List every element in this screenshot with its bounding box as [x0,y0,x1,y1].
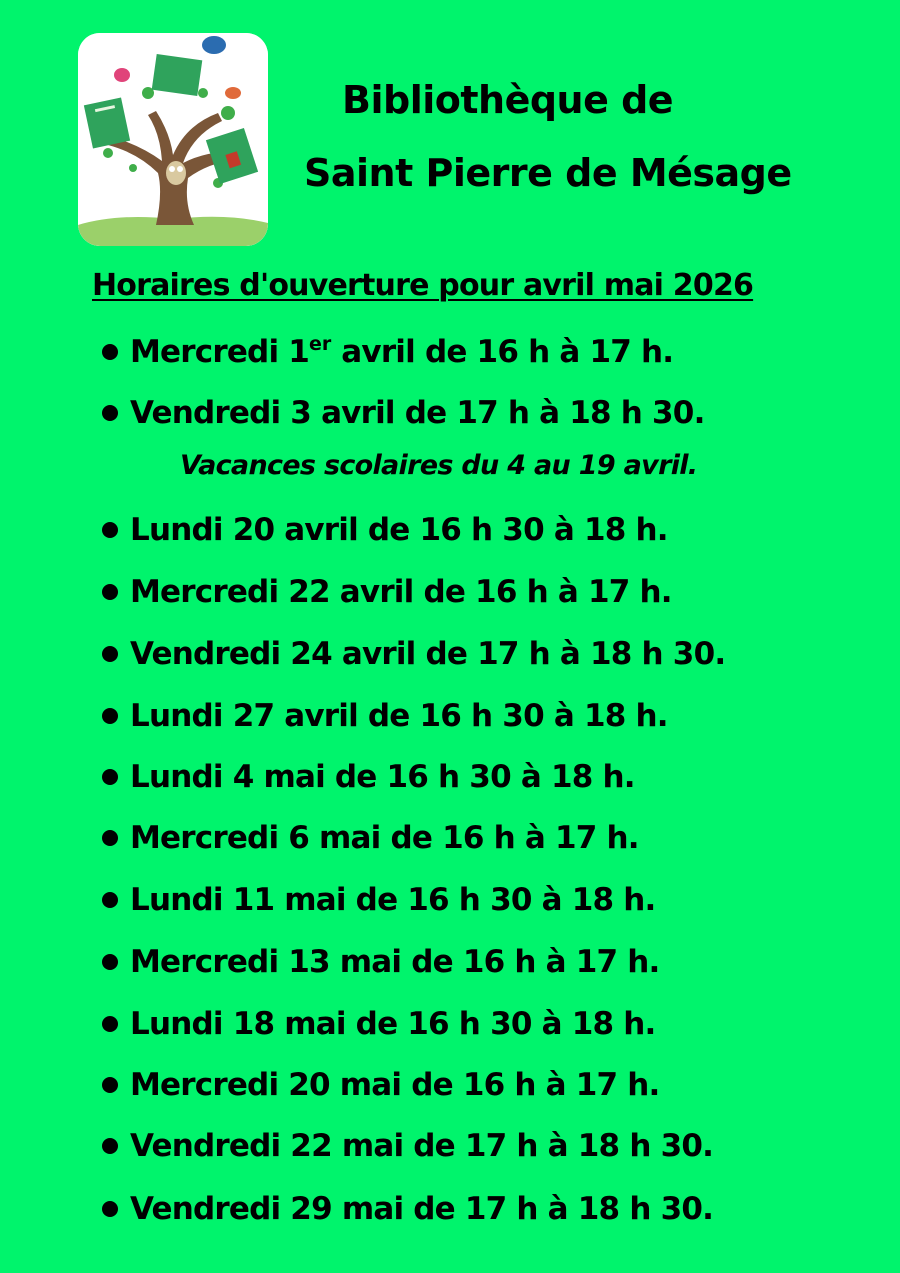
bullet-icon [102,1077,118,1093]
item-text: Lundi 27 avril de 16 h 30 à 18 h. [130,698,668,734]
item-text: Vendredi 29 mai de 17 h à 18 h 30. [130,1191,714,1227]
item-text: Lundi 18 mai de 16 h 30 à 18 h. [130,1006,656,1042]
list-item [102,818,639,858]
list-item [102,510,668,550]
list-item [102,1004,656,1044]
item-text: Mercredi 20 mai de 16 h à 17 h. [130,1067,660,1103]
bullet-icon [102,584,118,600]
bullet-icon [102,1201,118,1217]
list-item [102,1065,660,1105]
opening-hours-heading: Horaires d'ouverture pour avril mai 2026 [92,268,754,303]
bullet-icon [102,1016,118,1032]
list-item [102,696,668,736]
bullet-icon [102,344,118,360]
item-text: Mercredi 1er avril de 16 h à 17 h. [130,333,674,370]
list-item [102,880,656,920]
list-item [102,757,635,797]
library-tree-with-books-logo-icon [78,33,268,246]
list-item [102,942,660,982]
item-text: Mercredi 13 mai de 16 h à 17 h. [130,944,660,980]
bullet-icon [102,892,118,908]
list-item [102,1126,713,1166]
school-holidays-note: Vacances scolaires du 4 au 19 avril. [180,450,698,481]
item-text: Lundi 20 avril de 16 h 30 à 18 h. [130,512,668,548]
item-text: Vendredi 3 avril de 17 h à 18 h 30. [130,395,705,431]
item-text: Lundi 11 mai de 16 h 30 à 18 h. [130,882,656,918]
library-title-line2: Saint Pierre de Mésage [304,151,792,195]
list-item [102,332,673,372]
item-text: Mercredi 6 mai de 16 h à 17 h. [130,820,639,856]
list-item [102,1189,713,1229]
bullet-icon [102,522,118,538]
bullet-icon [102,405,118,421]
bullet-icon [102,708,118,724]
bullet-icon [102,954,118,970]
item-text: Lundi 4 mai de 16 h 30 à 18 h. [130,759,635,795]
list-item [102,634,725,674]
bullet-icon [102,769,118,785]
bullet-icon [102,646,118,662]
library-tree-logo [78,33,268,246]
bullet-icon [102,1138,118,1154]
library-title-line1: Bibliothèque de [342,78,674,122]
item-text: Vendredi 24 avril de 17 h à 18 h 30. [130,636,726,672]
item-text: Vendredi 22 mai de 17 h à 18 h 30. [130,1128,714,1164]
item-text: Mercredi 22 avril de 16 h à 17 h. [130,574,672,610]
bullet-icon [102,830,118,846]
list-item [102,572,672,612]
list-item [102,393,705,433]
